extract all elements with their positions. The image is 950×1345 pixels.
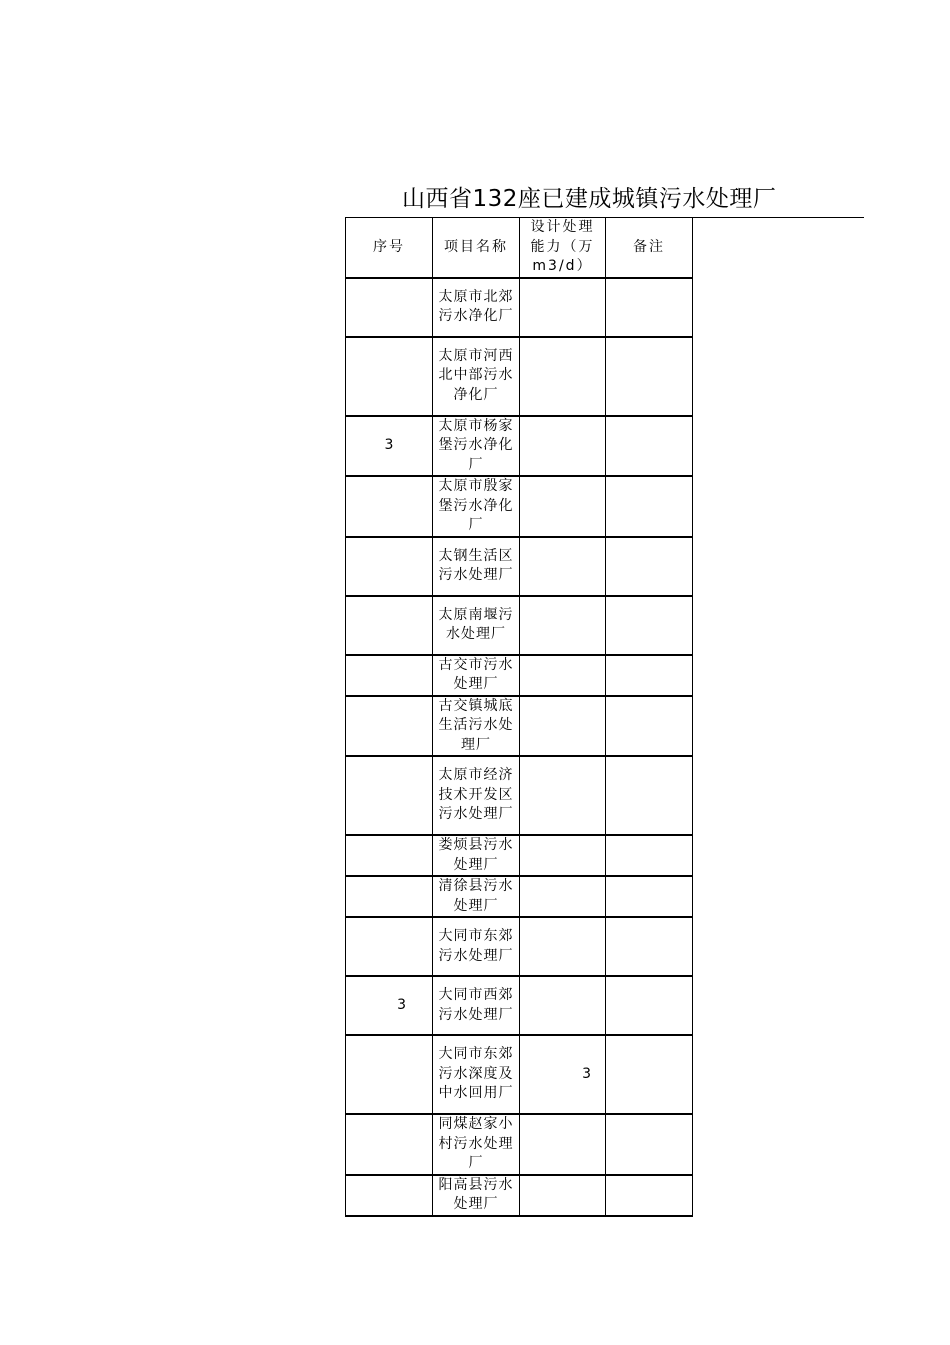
table-row	[346, 696, 693, 757]
cell-note	[606, 596, 693, 655]
cell-capacity	[520, 655, 606, 696]
cell-capacity	[520, 835, 606, 876]
cell-note	[606, 976, 693, 1035]
cell-name: 大同市东郊污水深度及中水回用厂	[433, 1035, 520, 1114]
cell-note	[606, 416, 693, 477]
cell-capacity	[520, 537, 606, 596]
table-row	[346, 596, 693, 655]
cell-index	[346, 1175, 433, 1216]
cell-note	[606, 337, 693, 416]
cell-note	[606, 756, 693, 835]
cell-name: 清徐县污水处理厂	[433, 876, 520, 917]
table-row	[346, 1035, 693, 1114]
cell-index	[346, 537, 433, 596]
cell-index	[346, 917, 433, 976]
table-row	[346, 835, 693, 876]
cell-index	[346, 655, 433, 696]
cell-capacity	[520, 976, 606, 1035]
cell-capacity	[520, 337, 606, 416]
cell-index	[346, 1035, 433, 1114]
cell-index	[346, 596, 433, 655]
table-row	[346, 655, 693, 696]
cell-capacity	[520, 596, 606, 655]
cell-capacity	[520, 476, 606, 537]
table-row	[346, 1114, 693, 1175]
cell-capacity	[520, 1114, 606, 1175]
cell-index	[346, 756, 433, 835]
table-row	[346, 476, 693, 537]
cell-name: 太原南堰污水处理厂	[433, 596, 520, 655]
cell-note	[606, 655, 693, 696]
cell-index	[346, 337, 433, 416]
cell-note	[606, 278, 693, 337]
title-underline	[691, 217, 864, 218]
cell-name: 同煤赵家小村污水处理厂	[433, 1114, 520, 1175]
cell-capacity	[520, 1175, 606, 1216]
cell-name: 太原市殷家堡污水净化厂	[433, 476, 520, 537]
table-row	[346, 416, 693, 477]
table-row	[346, 537, 693, 596]
cell-note	[606, 835, 693, 876]
table-row	[346, 756, 693, 835]
cell-index	[346, 278, 433, 337]
cell-index	[346, 835, 433, 876]
cell-note	[606, 876, 693, 917]
plant-table	[345, 217, 693, 1217]
header-name: 项目名称	[433, 218, 520, 278]
cell-note	[606, 696, 693, 757]
page-title: 山西省132座已建成城镇污水处理厂	[402, 186, 777, 212]
cell-name: 太原市杨家堡污水净化厂	[433, 416, 520, 477]
table-row	[346, 876, 693, 917]
cell-name: 古交市污水处理厂	[433, 655, 520, 696]
cell-capacity	[520, 917, 606, 976]
header-note: 备注	[606, 218, 693, 278]
cell-capacity	[520, 278, 606, 337]
cell-capacity	[520, 876, 606, 917]
cell-index	[346, 876, 433, 917]
cell-note	[606, 1114, 693, 1175]
table-row	[346, 337, 693, 416]
cell-capacity	[520, 696, 606, 757]
cell-note	[606, 1175, 693, 1216]
header-capacity: 设计处理能力（万m3/d）	[520, 218, 606, 278]
cell-capacity	[520, 416, 606, 477]
cell-index	[346, 1114, 433, 1175]
cell-note	[606, 476, 693, 537]
cell-note	[606, 537, 693, 596]
cell-name: 娄烦县污水处理厂	[433, 835, 520, 876]
cell-index	[346, 476, 433, 537]
cell-note	[606, 917, 693, 976]
cell-capacity: 3	[520, 1035, 606, 1114]
table-row	[346, 1175, 693, 1216]
cell-name: 大同市东郊污水处理厂	[433, 917, 520, 976]
cell-name: 阳高县污水处理厂	[433, 1175, 520, 1216]
table-header-row	[346, 218, 693, 278]
table-row	[346, 976, 693, 1035]
table-row	[346, 278, 693, 337]
cell-index	[346, 696, 433, 757]
cell-note	[606, 1035, 693, 1114]
cell-name: 太原市河西北中部污水净化厂	[433, 337, 520, 416]
cell-index: 3	[346, 416, 433, 477]
cell-index: 3	[346, 976, 433, 1035]
table-row	[346, 917, 693, 976]
header-index: 序号	[346, 218, 433, 278]
cell-name: 大同市西郊污水处理厂	[433, 976, 520, 1035]
cell-capacity	[520, 756, 606, 835]
cell-name: 太原市经济技术开发区污水处理厂	[433, 756, 520, 835]
cell-name: 太钢生活区污水处理厂	[433, 537, 520, 596]
cell-name: 古交镇城底生活污水处理厂	[433, 696, 520, 757]
cell-name: 太原市北郊污水净化厂	[433, 278, 520, 337]
